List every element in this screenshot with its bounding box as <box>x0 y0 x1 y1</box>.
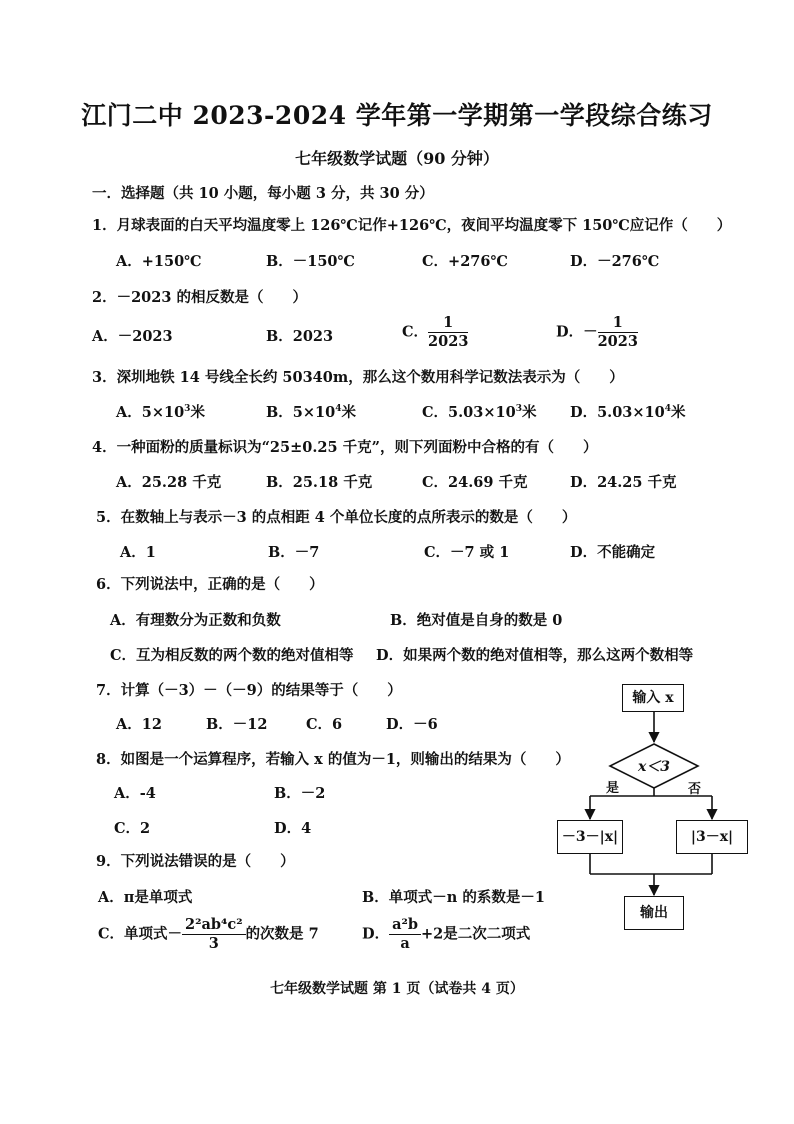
q7-option-c: C．6 <box>306 716 343 733</box>
q7-stem: 7．计算（－3）－（－9）的结果等于（ ） <box>96 682 402 699</box>
flowchart-right-expression-box: |3－x| <box>676 820 748 854</box>
q4-option-d: D．24.25 千克 <box>570 474 677 491</box>
q2-option-a: A．－2023 <box>92 328 173 345</box>
fraction-denominator: a <box>400 935 410 952</box>
q4-stem: 4．一种面粉的质量标识为“25±0.25 千克”，则下列面粉中合格的有（ ） <box>92 439 598 456</box>
q7-option-d: D．－6 <box>386 716 438 733</box>
q2-option-c-fraction <box>428 314 468 351</box>
q8-option-c: C．2 <box>114 820 151 837</box>
q7-option-a: A．12 <box>116 716 162 733</box>
q3-d-exponent: 4 <box>664 404 671 415</box>
q2-stem: 2．－2023 的相反数是（ ） <box>92 289 307 306</box>
q1-option-c: C．+276℃ <box>422 253 508 270</box>
q8-option-b: B．－2 <box>274 785 326 802</box>
q9-option-a: A．π是单项式 <box>98 889 193 906</box>
q5-option-c: C．－7 或 1 <box>424 544 510 561</box>
q3-b-base: B．5×10 <box>266 404 336 421</box>
q3-d-base: D．5.03×10 <box>570 404 665 421</box>
q3-a-exponent: 3 <box>184 404 191 415</box>
q3-b-unit: 米 <box>341 404 356 421</box>
q3-d-unit: 米 <box>670 404 686 421</box>
page-footer: 七年级数学试题 第 1 页（试卷共 4 页） <box>270 981 524 997</box>
fraction-denominator: 3 <box>208 935 219 952</box>
q8-option-d: D．4 <box>274 820 312 837</box>
flowchart-left-expression-box: －3－|x| <box>557 820 623 854</box>
q8-option-a: A．-4 <box>114 785 156 802</box>
flowchart-input-box: 输入 x <box>622 684 684 712</box>
flowchart-no-label: 否 <box>688 782 702 797</box>
q9-option-b: B．单项式－n 的系数是－1 <box>362 889 545 906</box>
q3-option-b <box>266 401 356 422</box>
q2-option-c <box>402 314 468 351</box>
q9-option-c <box>98 916 319 953</box>
q1-option-a: A．+150℃ <box>116 253 202 270</box>
q5-option-d: D．不能确定 <box>570 544 656 561</box>
q3-option-d <box>570 401 685 422</box>
q5-option-a: A．1 <box>120 544 156 561</box>
q6-option-b: B．绝对值是自身的数是 0 <box>390 612 563 629</box>
q4-option-c: C．24.69 千克 <box>422 474 528 491</box>
q6-option-d: D．如果两个数的绝对值相等，那么这两个数相等 <box>376 647 694 664</box>
flowchart-yes-label: 是 <box>606 781 620 796</box>
q3-option-a <box>116 401 205 422</box>
q9-d-fraction <box>389 916 421 953</box>
q2-option-d <box>556 314 638 351</box>
q5-stem: 5．在数轴上与表示－3 的点相距 4 个单位长度的点所表示的数是（ ） <box>96 509 577 526</box>
q9-c-sign: － <box>167 925 183 943</box>
q2-option-d-sign: － <box>583 323 598 341</box>
q3-c-exponent: 3 <box>515 404 522 415</box>
fraction-numerator: 1 <box>598 314 638 333</box>
fraction-numerator: 1 <box>428 314 468 333</box>
q1-option-d: D．－276℃ <box>570 253 660 270</box>
q7-option-b: B．－12 <box>206 716 268 733</box>
q2-option-d-label: D． <box>556 323 584 341</box>
q9-d-label: D． <box>362 925 390 943</box>
q5-option-b: B．－7 <box>268 544 320 561</box>
flowchart-output-box: 输出 <box>624 896 684 930</box>
q8-stem: 8．如图是一个运算程序，若输入 x 的值为－1，则输出的结果为（ ） <box>96 751 570 768</box>
q9-c-tail: 的次数是 7 <box>245 925 319 943</box>
q9-d-tail: +2是二次二项式 <box>420 925 531 943</box>
q6-option-c: C．互为相反数的两个数的绝对值相等 <box>110 647 354 664</box>
fraction-denominator: 2023 <box>428 333 469 350</box>
section-heading: 一．选择题（共 10 小题，每小题 3 分，共 30 分） <box>92 185 434 202</box>
q9-stem: 9．下列说法错误的是（ ） <box>96 853 295 870</box>
q3-c-unit: 米 <box>521 404 537 421</box>
q9-c-label: C．单项式 <box>98 925 168 943</box>
page-title: 江门二中 2023-2024 学年第一学期第一学段综合练习 <box>81 101 713 130</box>
q3-a-unit: 米 <box>190 404 205 421</box>
q3-b-exponent: 4 <box>335 404 342 415</box>
q4-option-b: B．25.18 千克 <box>266 474 373 491</box>
page-subtitle: 七年级数学试题（90 分钟） <box>295 149 499 168</box>
q2-option-d-fraction <box>598 314 638 351</box>
flowchart-condition-label: x＜3 <box>637 759 671 775</box>
q9-option-d <box>362 916 530 953</box>
q9-c-fraction <box>182 916 246 953</box>
q4-option-a: A．25.28 千克 <box>116 474 222 491</box>
q1-stem: 1．月球表面的白天平均温度零上 126℃记作+126℃，夜间平均温度零下 150℃应记作（ ） <box>92 217 732 234</box>
q6-stem: 6．下列说法中，正确的是（ ） <box>96 576 324 593</box>
fraction-denominator: 2023 <box>597 333 638 350</box>
fraction-numerator: a²b <box>389 916 421 935</box>
q3-option-c <box>422 401 536 422</box>
q1-option-b: B．－150℃ <box>266 253 355 270</box>
q3-stem: 3．深圳地铁 14 号线全长约 50340m，那么这个数用科学记数法表示为（ ） <box>92 369 624 386</box>
q2-option-c-label: C． <box>402 323 429 341</box>
fraction-numerator: 2²ab⁴c² <box>182 916 246 935</box>
q3-a-base: A．5×10 <box>116 404 185 421</box>
q3-c-base: C．5.03×10 <box>422 404 516 421</box>
q6-option-a: A．有理数分为正数和负数 <box>110 612 281 629</box>
q2-option-b: B．2023 <box>266 328 334 345</box>
